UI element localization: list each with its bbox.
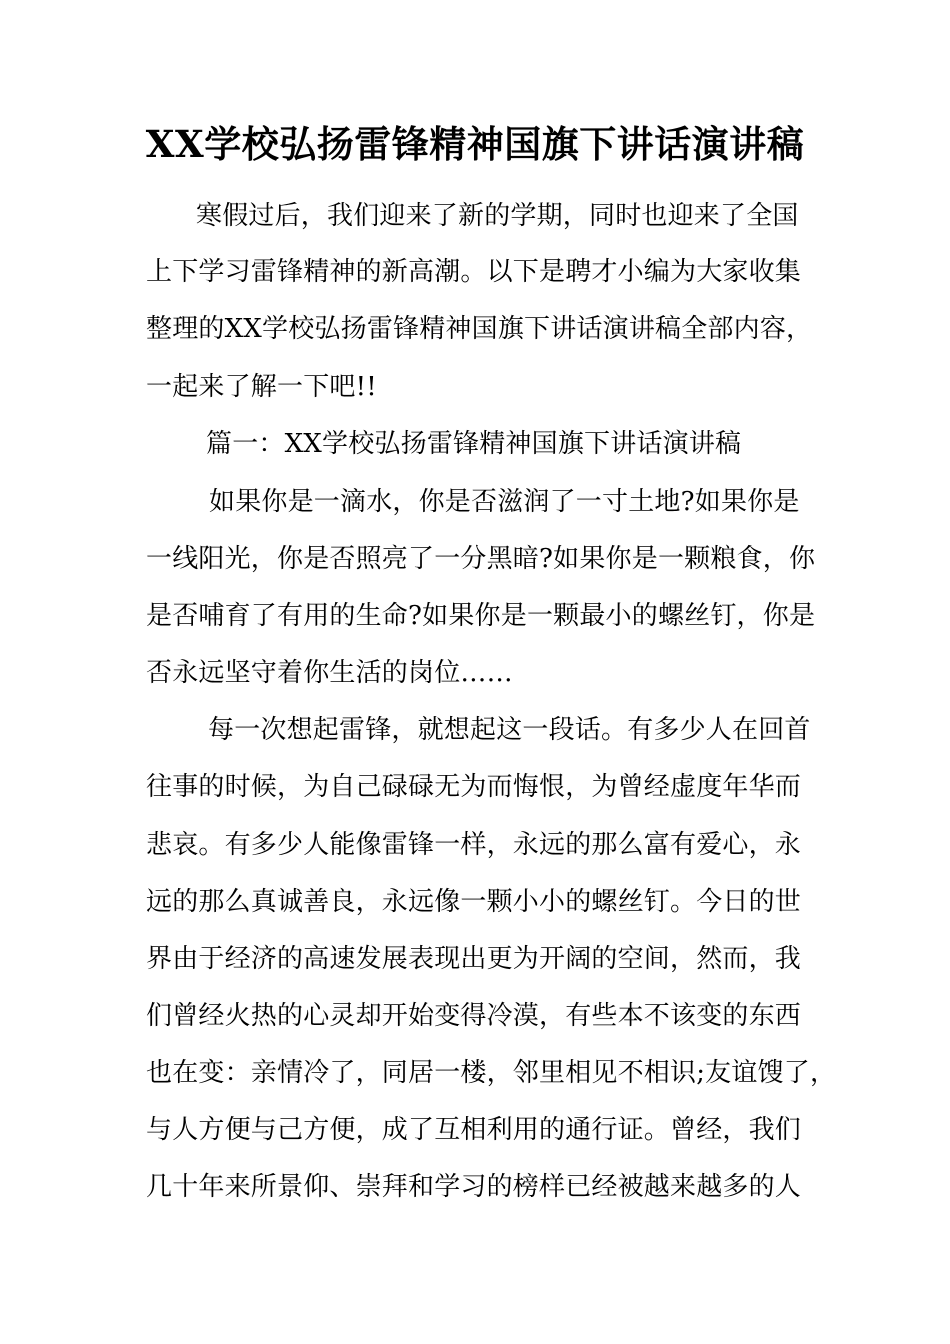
- section-heading: 篇一：XX学校弘扬雷锋精神国旗下讲话演讲稿: [206, 429, 742, 459]
- paragraph-line: 寒假过后，我们迎来了新的学期，同时也迎来了全国: [196, 201, 799, 231]
- paragraph-line: 一线阳光，你是否照亮了一分黑暗?如果你是一颗粮食，你: [146, 544, 816, 574]
- document-title: XX学校弘扬雷锋精神国旗下讲话演讲稿: [145, 122, 805, 166]
- paragraph-line: 上下学习雷锋精神的新高潮。以下是聘才小编为大家收集: [146, 257, 802, 287]
- paragraph-line: 悲哀。有多少人能像雷锋一样，永远的那么富有爱心，永: [146, 830, 802, 860]
- paragraph-line: 是否哺育了有用的生命?如果你是一颗最小的螺丝钉，你是: [146, 601, 816, 631]
- paragraph-line: 几十年来所景仰、崇拜和学习的榜样已经被越来越多的人: [146, 1172, 802, 1202]
- paragraph-line: 远的那么真诚善良，永远像一颗小小的螺丝钉。今日的世: [146, 887, 802, 917]
- paragraph-line: 否永远坚守着你生活的岗位……: [146, 658, 513, 688]
- paragraph-line: 一起来了解一下吧!!: [146, 372, 377, 402]
- paragraph-line: 也在变：亲情冷了，同居一楼，邻里相见不相识;友谊馊了，: [146, 1058, 837, 1088]
- paragraph-line: 往事的时候，为自己碌碌无为而悔恨，为曾经虚度年华而: [146, 772, 802, 802]
- paragraph-line: 每一次想起雷锋，就想起这一段话。有多少人在回首: [208, 715, 811, 745]
- paragraph-line: 与人方便与己方便，成了互相利用的通行证。曾经，我们: [146, 1115, 802, 1145]
- paragraph-line: 界由于经济的高速发展表现出更为开阔的空间，然而，我: [146, 944, 802, 974]
- paragraph-line: 们曾经火热的心灵却开始变得冷漠，有些本不该变的东西: [146, 1001, 802, 1031]
- paragraph-line: 整理的XX学校弘扬雷锋精神国旗下讲话演讲稿全部内容，: [146, 314, 813, 344]
- paragraph-line: 如果你是一滴水，你是否滋润了一寸土地?如果你是: [209, 487, 800, 517]
